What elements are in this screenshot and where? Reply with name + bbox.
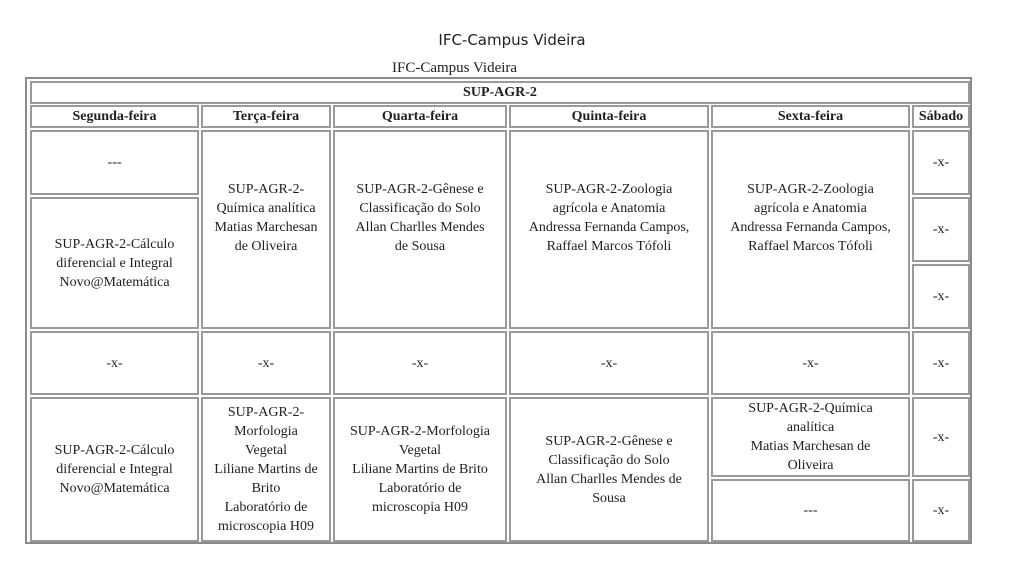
cell-text-line: SUP-AGR-2-Gênese e [545,433,673,449]
day-header-monday: Segunda-feira [30,105,199,128]
schedule-cell [509,331,709,395]
cell-text-line: Sousa [592,490,626,506]
cell-text-line: Matias Marchesan de [750,439,871,454]
cell-text-line: SUP-AGR-2-Gênese e [356,181,484,197]
day-header-wednesday: Quarta-feira [333,105,507,128]
cell-text-line: Liliane Martins de [214,462,318,477]
schedule-cell [30,397,199,542]
cell-text-line: Novo@Matemática [59,274,170,290]
table-caption: IFC-Campus Videira [392,60,518,76]
schedule-cell [912,397,970,477]
cell-text-line: -x- [802,355,819,371]
cell-text-line: -x- [932,503,950,518]
cell-text-line: --- [107,155,122,170]
cell-text-line: Raffael Marcos Tófoli [546,238,672,254]
cell-text-line: agrícola e Anatomia [754,200,867,216]
schedule-cell [201,331,331,395]
cell-text-line: Allan Charlles Mendes [355,219,485,235]
cell-text-line: Vegetal [399,443,441,458]
schedule-cell [711,331,910,395]
cell-text-line: microscopia H09 [371,500,469,515]
cell-text-line: Química analítica [216,200,316,216]
cell-text-line: -x- [932,289,950,304]
schedule-cell [333,331,507,395]
cell-text-line: SUP-AGR-2-Zoologia [545,181,673,197]
cell-text-line: de Sousa [394,238,446,254]
cell-text-line: Novo@Matemática [59,481,170,496]
cell-text-line: --- [803,503,818,518]
cell-text-line: SUP-AGR-2-Cálculo [54,236,175,252]
schedule-cell [912,197,970,262]
cell-text-line: Laboratório de [378,481,462,496]
day-header-tuesday: Terça-feira [201,105,331,128]
cell-text-line: -x- [932,355,950,371]
cell-text-line: SUP-AGR-2-Morfologia [350,424,490,439]
cell-text-line: Matias Marchesan [214,219,318,235]
cell-text-line: -x- [932,155,950,170]
cell-text-line: Andressa Fernanda Campos, [730,219,891,235]
cell-text-line: Classificação do Solo [359,200,481,216]
cell-text-line: diferencial e Integral [56,462,173,477]
schedule-cell [201,397,331,542]
cell-text-line: SUP-AGR-2-Zoologia [747,181,874,197]
schedule-cell [333,130,507,329]
cell-text-line: Andressa Fernanda Campos, [528,219,690,235]
schedule-cell [912,264,970,329]
schedule-cell [201,130,331,329]
cell-text-line: -x- [932,222,950,237]
cell-text-line: SUP-AGR-2-Química [748,401,873,416]
cell-text-line: Brito [251,481,281,496]
schedule-cell [509,130,709,329]
day-header-thursday: Quinta-feira [509,105,709,128]
cell-text-line: Oliveira [787,458,834,473]
cell-text-line: Laboratório de [224,500,308,515]
schedule-cell [509,397,709,542]
cell-text-line: agrícola e Anatomia [552,200,666,216]
cell-text-line: SUP-AGR-2- [227,405,305,420]
cell-text-line: Morfologia [234,424,298,439]
schedule-cell [711,397,910,477]
schedule-cell [30,130,199,195]
class-header: SUP-AGR-2 [30,81,970,104]
cell-text-line: SUP-AGR-2-Cálculo [54,443,175,458]
schedule-cell [912,479,970,542]
cell-text-line: Allan Charlles Mendes de [536,471,682,487]
cell-text-line: analítica [786,420,835,435]
day-header-friday: Sexta-feira [711,105,910,128]
schedule-cell [333,397,507,542]
cell-text-line: de Oliveira [234,238,298,254]
cell-text-line: Classificação do Solo [548,452,670,468]
cell-text-line: -x- [600,355,618,371]
cell-text-line: -x- [106,355,123,371]
cell-text-line: -x- [932,429,950,445]
cell-text-line: -x- [257,355,275,371]
schedule-cell [912,331,970,395]
cell-text-line: diferencial e Integral [56,255,173,271]
day-header-saturday: Sábado [912,105,970,128]
cell-text-line: SUP-AGR-2- [227,181,305,197]
page-title: IFC-Campus Videira [438,31,586,49]
cell-text-line: Vegetal [245,443,287,458]
cell-text-line: microscopia H09 [217,519,314,534]
schedule-cell [30,197,199,329]
cell-text-line: Raffael Marcos Tófoli [748,238,873,254]
schedule-cell [711,479,910,542]
cell-text-line: Liliane Martins de Brito [352,462,488,477]
schedule-cell [711,130,910,329]
schedule-cell [912,130,970,195]
cell-text-line: -x- [411,355,429,371]
schedule-cell [30,331,199,395]
